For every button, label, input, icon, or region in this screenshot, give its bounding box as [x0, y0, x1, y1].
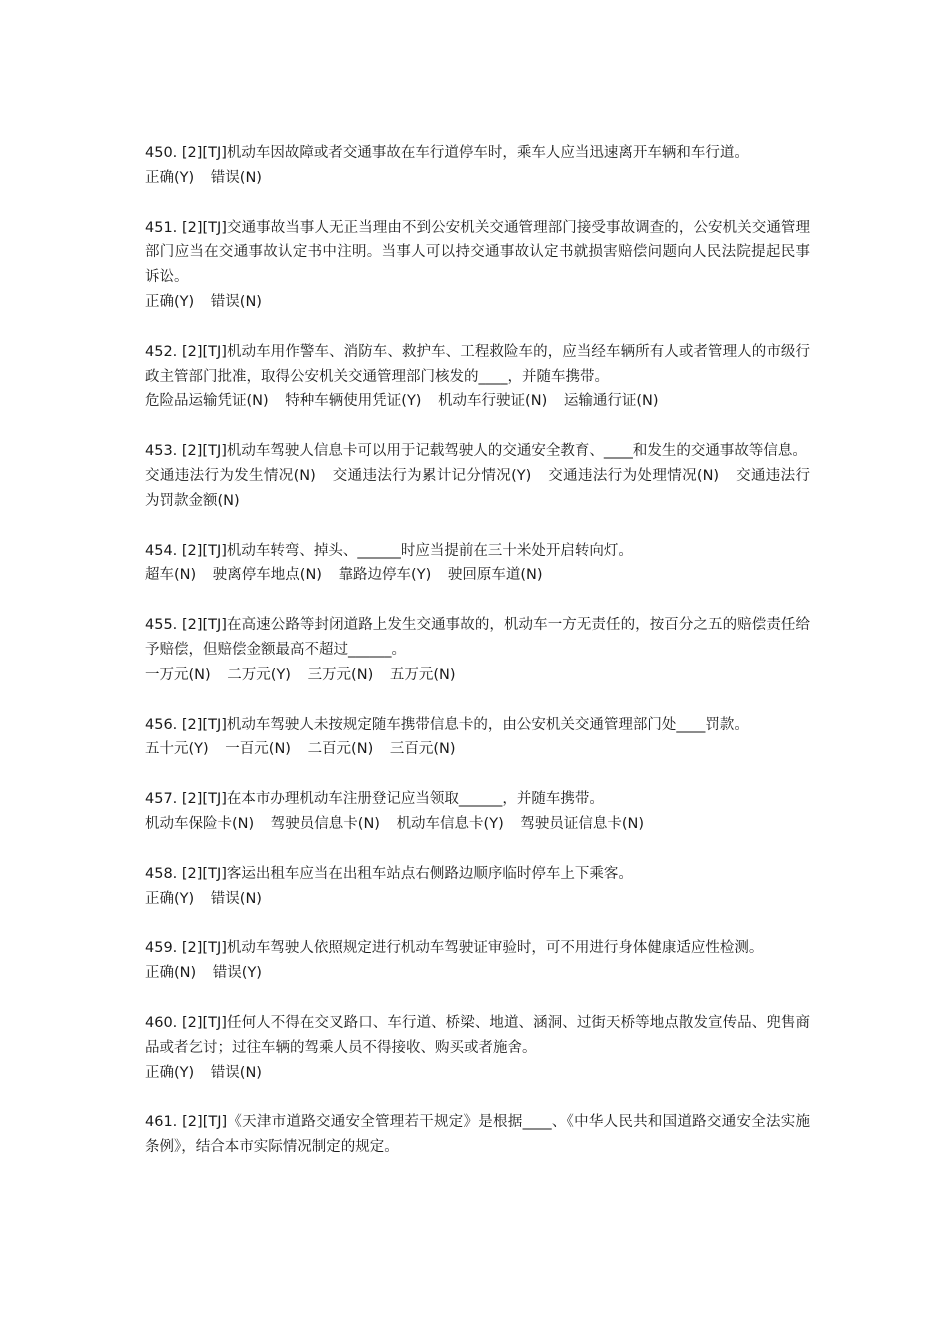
question-text: 461. [2][TJ]《天津市道路交通安全管理若干规定》是根据____、《中华人民共和国道路交通安全法实施条例》，结合本市实际情况制定的规定。 — [145, 1114, 810, 1156]
answer-options — [145, 663, 810, 688]
question-text: 455. [2][TJ]在高速公路等封闭道路上发生交通事故的，机动车一方无责任的，按百分之五的赔偿责任给予赔偿，但赔偿金额最高不超过______。 — [145, 617, 810, 658]
answer-options — [145, 1061, 810, 1086]
answer-option: 驾驶员证信息卡(N) — [520, 815, 645, 832]
answer-options — [145, 563, 810, 588]
answer-option: 错误(N) — [210, 1064, 262, 1081]
answer-option: 正确(Y) — [145, 890, 195, 907]
answer-option: 错误(Y) — [212, 965, 262, 982]
question-460 — [145, 1011, 810, 1085]
question-455 — [145, 613, 810, 687]
answer-option: 交通违法行为处理情况(N) — [548, 467, 720, 484]
answer-option: 超车(N) — [145, 567, 197, 584]
answer-option: 错误(N) — [210, 293, 262, 310]
question-454 — [145, 539, 810, 589]
answer-option: 五万元(N) — [389, 666, 456, 683]
question-text: 453. [2][TJ]机动车驾驶人信息卡可以用于记载驾驶人的交通安全教育、____和发生的交通事故等信息。 — [145, 443, 807, 460]
answer-option: 交通违法行为累计记分情况(Y) — [332, 467, 532, 484]
answer-option: 机动车信息卡(Y) — [396, 815, 504, 832]
question-text: 458. [2][TJ]客运出租车应当在出租车站点右侧路边顺序临时停车上下乘客。 — [145, 865, 633, 882]
answer-options — [145, 737, 810, 762]
answer-option: 一万元(N) — [145, 666, 211, 683]
question-453 — [145, 439, 810, 513]
answer-option: 驾驶员信息卡(N) — [270, 815, 380, 832]
answer-option: 驶回原车道(N) — [447, 567, 543, 584]
answer-options — [145, 961, 810, 986]
question-457 — [145, 787, 810, 837]
answer-option: 危险品运输凭证(N) — [145, 393, 269, 410]
answer-option: 二百元(N) — [307, 741, 374, 758]
question-text: 452. [2][TJ]机动车用作警车、消防车、救护车、工程救险车的，应当经车辆所有人或者管理人的市级行政主管部门批准，取得公安机关交通管理部门核发的____，并随车携带。 — [145, 343, 810, 385]
question-461 — [145, 1110, 810, 1160]
document-page — [145, 141, 810, 1185]
question-text: 459. [2][TJ]机动车驾驶人依照规定进行机动车驾驶证审验时，可不用进行身体健康适应性检测。 — [145, 940, 764, 957]
question-451 — [145, 216, 810, 315]
answer-option: 一百元(N) — [225, 741, 291, 758]
answer-option: 交通违法行为发生情况(N) — [145, 467, 316, 484]
answer-option: 靠路边停车(Y) — [338, 567, 432, 584]
question-text: 460. [2][TJ]任何人不得在交叉路口、车行道、桥梁、地道、涵洞、过街天桥等地点散发宣传品、兜售商品或者乞讨；过往车辆的驾乘人员不得接收、购买或者施舍。 — [145, 1014, 810, 1056]
answer-option: 正确(N) — [145, 965, 197, 982]
answer-option: 特种车辆使用凭证(Y) — [285, 393, 422, 410]
answer-option: 三百元(N) — [389, 741, 456, 758]
answer-option: 错误(N) — [210, 169, 262, 186]
answer-option: 二万元(Y) — [227, 666, 291, 683]
answer-options — [145, 290, 810, 315]
question-text: 451. [2][TJ]交通事故当事人无正当理由不到公安机关交通管理部门接受事故调查的，公安机关交通管理部门应当在交通事故认定书中注明。当事人可以持交通事故认定书就损害赔偿问题向人民法院提起民事诉讼。 — [145, 219, 810, 286]
question-text: 450. [2][TJ]机动车因故障或者交通事故在车行道停车时，乘车人应当迅速离开车辆和车行道。 — [145, 145, 749, 161]
answer-options — [145, 166, 810, 191]
answer-option: 驶离停车地点(N) — [212, 567, 322, 584]
answer-options — [145, 812, 810, 837]
answer-option: 运输通行证(N) — [563, 393, 659, 410]
answer-option: 正确(Y) — [145, 1064, 195, 1081]
question-text: 454. [2][TJ]机动车转弯、掉头、______时应当提前在三十米处开启转向灯。 — [145, 542, 633, 559]
question-458 — [145, 862, 810, 912]
answer-options — [145, 389, 810, 414]
question-456 — [145, 713, 810, 763]
answer-options — [145, 464, 810, 514]
question-459 — [145, 936, 810, 986]
answer-options — [145, 887, 810, 912]
question-450 — [145, 141, 810, 191]
question-452 — [145, 340, 810, 414]
answer-option: 三万元(N) — [307, 666, 374, 683]
question-text: 457. [2][TJ]在本市办理机动车注册登记应当领取______，并随车携带。 — [145, 791, 604, 808]
answer-option: 正确(Y) — [145, 293, 195, 310]
answer-option: 机动车保险卡(N) — [145, 815, 255, 832]
answer-option: 交通违法行为罚款金额(N) — [145, 467, 811, 509]
question-text: 456. [2][TJ]机动车驾驶人未按规定随车携带信息卡的，由公安机关交通管理部门处____罚款。 — [145, 716, 749, 733]
answer-option: 正确(Y) — [145, 169, 195, 186]
answer-option: 机动车行驶证(N) — [438, 393, 548, 410]
answer-option: 错误(N) — [210, 890, 262, 907]
answer-option: 五十元(Y) — [145, 741, 209, 758]
